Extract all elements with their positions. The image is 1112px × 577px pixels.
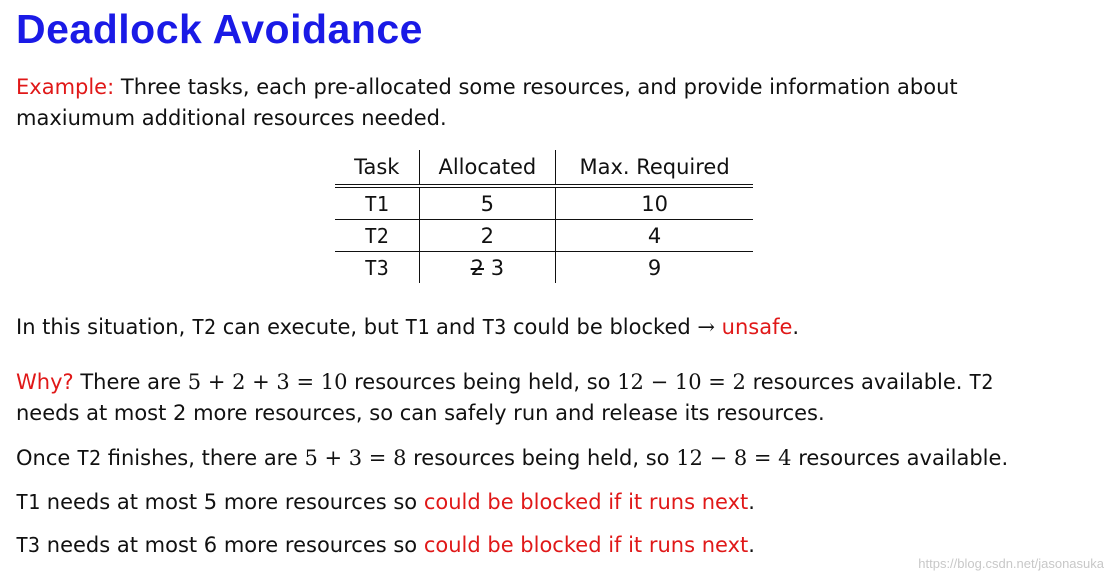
t3-line — [16, 530, 755, 561]
task-cell: T3 — [364, 255, 389, 280]
new-value: 3 — [490, 255, 505, 280]
max-required-cell: 4 — [556, 220, 753, 252]
text: and — [429, 315, 483, 339]
allocated-cell: 5 — [419, 186, 556, 220]
text: needs at most 5 more resources so — [40, 490, 424, 514]
text: In this situation, — [16, 315, 192, 339]
text: finishes, there are — [101, 446, 305, 470]
text: . — [748, 490, 755, 514]
unsafe-label: unsafe — [721, 315, 793, 339]
table-row — [335, 220, 753, 252]
allocated-cell: 2 — [419, 220, 556, 252]
text: . — [792, 315, 800, 339]
arrow-icon: → — [697, 315, 715, 339]
watermark: https://blog.csdn.net/jasonasuka — [918, 556, 1104, 571]
task-ref: T3 — [482, 315, 507, 339]
math-expression: 5 + 3 = 8 — [304, 446, 407, 470]
struck-old-value: 2 — [470, 255, 484, 280]
why-line-1 — [16, 367, 993, 398]
example-label: Example: — [16, 75, 115, 99]
text: . — [748, 533, 755, 557]
text: resources being held, so — [406, 446, 677, 470]
text: could be blocked — [506, 315, 698, 339]
table-row — [335, 252, 753, 284]
text: can execute, but — [216, 315, 406, 339]
header-task: Task — [354, 155, 400, 179]
once-line — [16, 443, 1008, 474]
task-ref: T2 — [76, 446, 102, 470]
header-max-required: Max. Required — [556, 150, 753, 186]
blocked-warning: could be blocked if it runs next — [423, 533, 749, 557]
math-expression: 5 + 2 + 3 = 10 — [187, 370, 348, 394]
text: There are — [73, 370, 188, 394]
math-expression: 12 − 8 = 4 — [676, 446, 792, 470]
text: resources available. — [791, 446, 1009, 470]
allocated-cell — [419, 252, 556, 284]
task-cell: T1 — [364, 191, 389, 216]
task-cell: T2 — [364, 223, 389, 248]
task-ref: T3 — [16, 533, 41, 557]
slide-title: Deadlock Avoidance — [16, 6, 423, 52]
max-required-cell: 9 — [556, 252, 753, 284]
blocked-warning: could be blocked if it runs next — [423, 490, 749, 514]
resource-table — [335, 150, 753, 283]
text: Once — [16, 446, 77, 470]
intro-text-1: Three tasks, each pre-allocated some resources, and provide information about — [120, 75, 958, 99]
text: resources being held, so — [347, 370, 618, 394]
why-label: Why? — [16, 370, 74, 394]
max-required-cell: 10 — [556, 186, 753, 220]
intro-line-1 — [16, 72, 958, 103]
task-ref: T2 — [969, 370, 994, 394]
text: resources available. — [745, 370, 970, 394]
table-header-row — [335, 150, 753, 186]
task-ref: T1 — [405, 315, 430, 339]
situation-line — [16, 312, 799, 343]
intro-line-2: maxiumum additional resources needed. — [16, 106, 447, 130]
task-ref: T2 — [191, 315, 217, 339]
text: needs at most 6 more resources so — [40, 533, 424, 557]
header-allocated: Allocated — [419, 150, 556, 186]
math-expression: 12 − 10 = 2 — [617, 370, 746, 394]
why-line-2: needs at most 2 more resources, so can safely run and release its resources. — [16, 401, 825, 425]
task-ref: T1 — [16, 490, 41, 514]
table-row — [335, 186, 753, 220]
t1-line — [16, 487, 755, 518]
